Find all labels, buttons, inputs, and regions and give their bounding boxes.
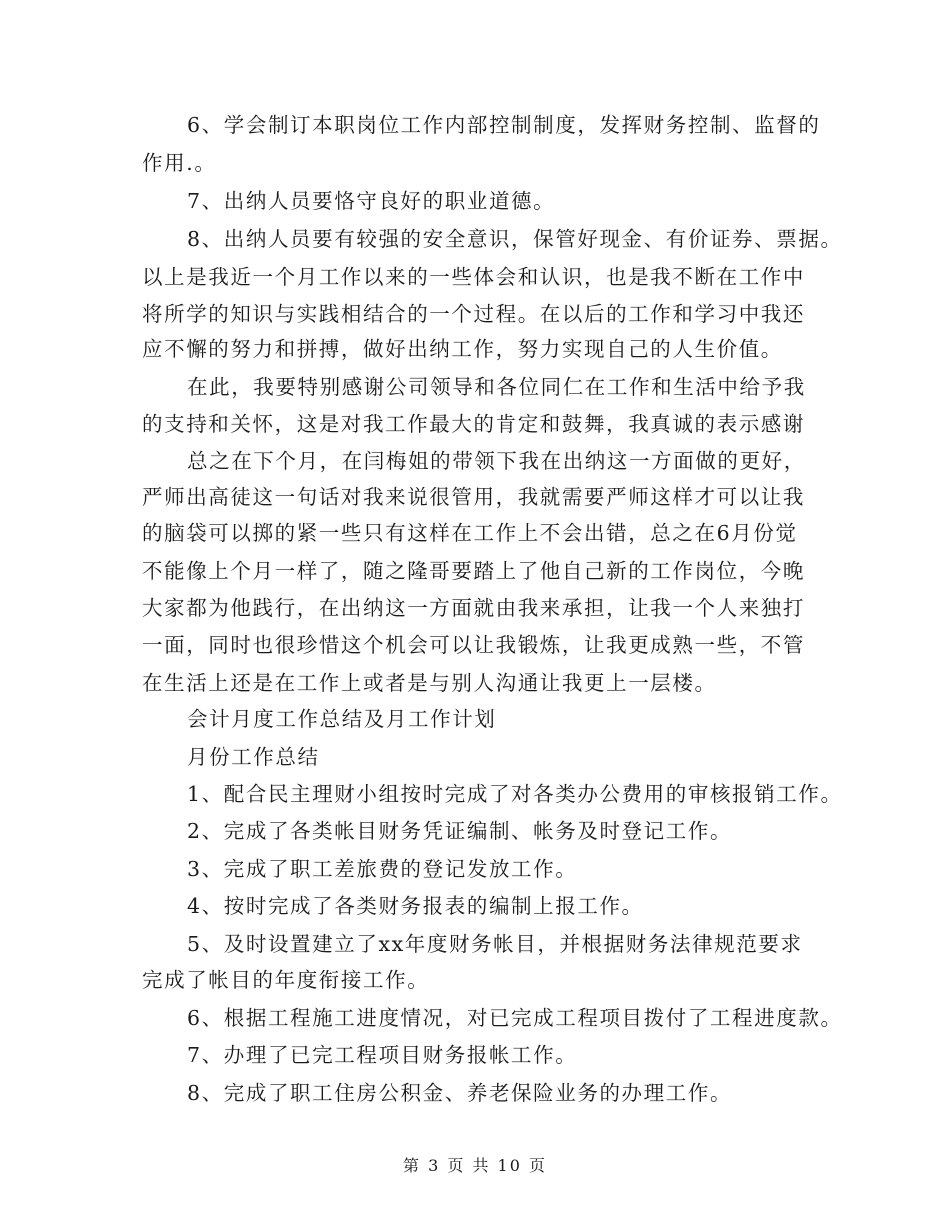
text-line: 作用.。 — [142, 151, 217, 175]
list-item: 2、完成了各类帐目财务凭证编制、帐务及时登记工作。 — [187, 819, 733, 843]
list-item: 3、完成了职工差旅费的登记发放工作。 — [187, 857, 578, 881]
list-item-continuation: 完成了帐目的年度衔接工作。 — [142, 968, 430, 992]
text-line: 的支持和关怀，这是对我工作最大的肯定和鼓舞，我真诚的表示感谢 — [142, 412, 805, 436]
text-line: 严师出高徒这一句话对我来说很管用，我就需要严师这样才可以让我 — [142, 485, 805, 509]
text-line: 大家都为他践行，在出纳这一方面就由我来承担，让我一个人来独打 — [142, 596, 805, 620]
section-heading: 会计月度工作总结及月工作计划 — [187, 707, 497, 731]
text-line: 7、出纳人员要恪守良好的职业道德。 — [187, 189, 556, 213]
text-line: 将所学的知识与实践相结合的一个过程。在以后的工作和学习中我还 — [142, 302, 805, 326]
text-line: 在生活上还是在工作上或者是与别人沟通让我更上一层楼。 — [142, 671, 717, 695]
text-line: 应不懈的努力和拼搏，做好出纳工作，努力实现自己的人生价值。 — [142, 337, 783, 361]
list-item: 5、及时设置建立了xx年度财务帐目，并根据财务法律规范要求 — [187, 932, 803, 956]
text-line: 在此，我要特别感谢公司领导和各位同仁在工作和生活中给予我 — [187, 375, 806, 399]
text-line: 总之在下个月，在闫梅姐的带领下我在出纳这一方面做的更好， — [187, 449, 806, 473]
text-line: 8、出纳人员要有较强的安全意识，保管好现金、有价证券、票据。 — [187, 227, 843, 251]
list-item: 4、按时完成了各类财务报表的编制上报工作。 — [187, 894, 644, 918]
subsection-heading: 月份工作总结 — [187, 745, 320, 769]
list-item: 1、配合民主理财小组按时完成了对各类办公费用的审核报销工作。 — [187, 782, 843, 806]
text-line: 6、学会制订本职岗位工作内部控制制度，发挥财务控制、监督的 — [187, 113, 821, 137]
text-line: 不能像上个月一样了，随之隆哥要踏上了他自己新的工作岗位，今晚 — [142, 559, 805, 583]
text-line: 一面，同时也很珍惜这个机会可以让我锻炼，让我更成熟一些，不管 — [142, 633, 805, 657]
list-item: 8、完成了职工住房公积金、养老保险业务的办理工作。 — [187, 1081, 733, 1105]
list-item: 7、办理了已完工程项目财务报帐工作。 — [187, 1043, 578, 1067]
text-line: 以上是我近一个月工作以来的一些体会和认识，也是我不断在工作中 — [142, 265, 805, 289]
page-number-footer: 第 3 页 共 10 页 — [403, 1156, 547, 1175]
list-item: 6、根据工程施工进度情况，对已完成工程项目拨付了工程进度款。 — [187, 1006, 843, 1030]
text-line: 的脑袋可以掷的紧一些只有这样在工作上不会出错，总之在6月份觉 — [142, 521, 798, 545]
